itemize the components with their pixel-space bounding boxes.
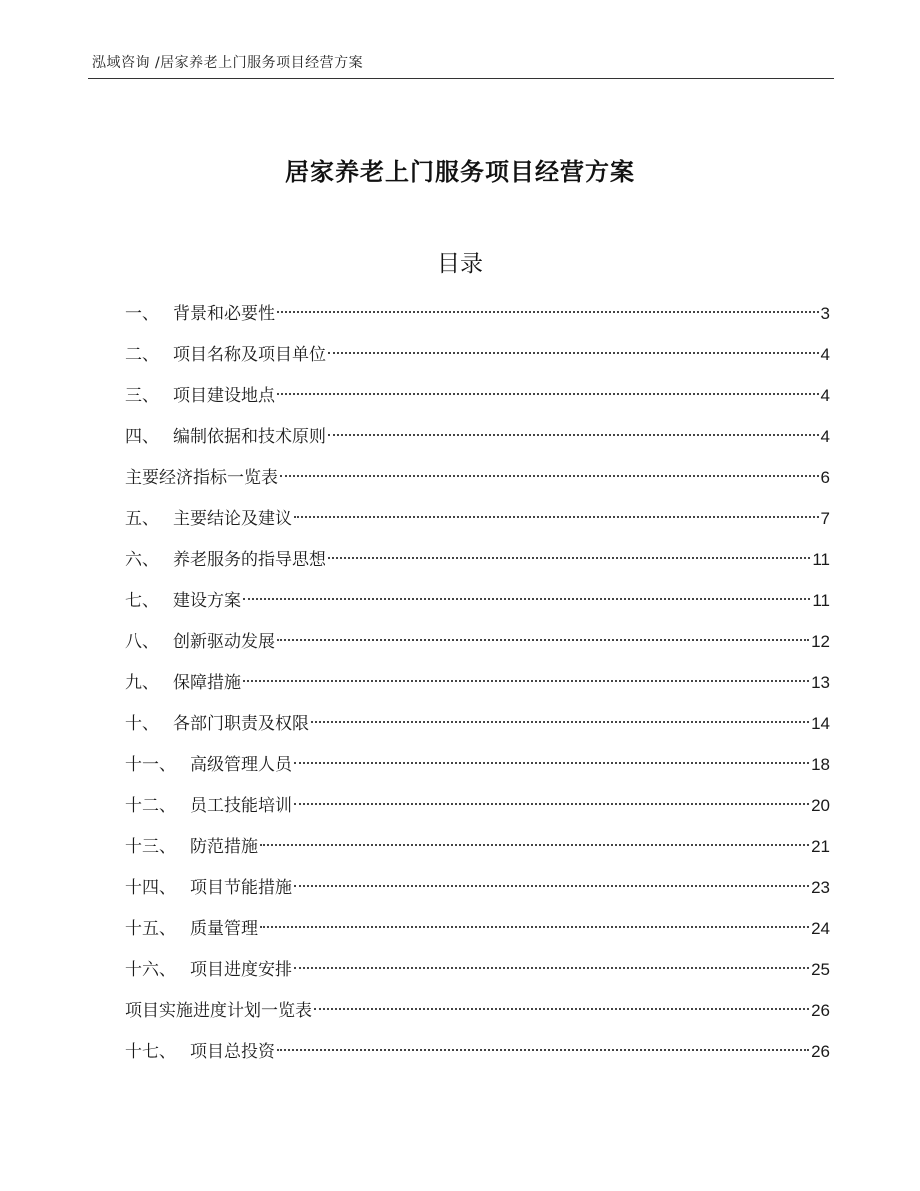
toc-entry-title — [125, 909, 258, 950]
dot-leader — [328, 557, 810, 559]
toc-page-number: 23 — [811, 878, 830, 897]
toc-entry-number: 十五、 — [125, 919, 176, 939]
toc-page-number: 26 — [811, 1042, 830, 1061]
toc-entry[interactable] — [125, 703, 830, 744]
dot-leader — [243, 598, 810, 600]
toc-entry-title — [125, 950, 292, 991]
toc-entry-number: 一、 — [125, 304, 159, 324]
toc-page-number: 21 — [811, 837, 830, 856]
toc-page-number: 25 — [811, 960, 830, 979]
toc-page-number: 4 — [820, 386, 830, 405]
toc-entry-label: 背景和必要性 — [173, 304, 275, 324]
dot-leader — [314, 1008, 809, 1010]
toc-entry[interactable] — [125, 416, 830, 457]
toc-entry-title — [125, 827, 258, 868]
table-of-contents — [125, 293, 830, 1072]
toc-page-number: 18 — [811, 755, 830, 774]
toc-entry-number: 五、 — [125, 509, 159, 529]
dot-leader — [277, 639, 809, 641]
toc-page-number: 4 — [820, 345, 830, 364]
toc-page-number: 3 — [820, 304, 830, 323]
toc-entry-title — [125, 1032, 275, 1073]
toc-entry[interactable] — [125, 621, 830, 662]
toc-entry-label: 防范措施 — [190, 837, 258, 857]
toc-entry-label: 创新驱动发展 — [173, 632, 275, 652]
dot-leader — [311, 721, 809, 723]
toc-entry-number: 四、 — [125, 427, 159, 447]
toc-entry-title — [125, 663, 241, 704]
toc-entry-label: 高级管理人员 — [190, 755, 292, 775]
toc-entry-label: 编制依据和技术原则 — [173, 427, 326, 447]
toc-entry[interactable] — [125, 785, 830, 826]
toc-entry-label: 保障措施 — [173, 673, 241, 693]
toc-entry[interactable] — [125, 293, 830, 334]
toc-entry-label: 各部门职责及权限 — [173, 714, 309, 734]
toc-entry-title — [125, 581, 241, 622]
document-title: 居家养老上门服务项目经营方案 — [285, 158, 635, 186]
dot-leader — [277, 311, 819, 313]
dot-leader — [294, 516, 819, 518]
toc-page-number: 12 — [811, 632, 830, 651]
toc-entry-label: 养老服务的指导思想 — [173, 550, 326, 570]
toc-page-number: 11 — [812, 550, 830, 569]
dot-leader — [277, 1049, 809, 1051]
toc-entry-label: 质量管理 — [190, 919, 258, 939]
toc-entry-number: 十四、 — [125, 878, 176, 898]
toc-heading: 目录 — [437, 251, 483, 277]
toc-entry[interactable] — [125, 949, 830, 990]
toc-entry-label: 项目建设地点 — [173, 386, 275, 406]
dot-leader — [277, 393, 819, 395]
toc-entry[interactable] — [125, 498, 830, 539]
toc-entry-title — [125, 376, 275, 417]
toc-entry-label: 项目总投资 — [190, 1042, 275, 1062]
toc-entry-label: 主要结论及建议 — [173, 509, 292, 529]
toc-entry-title — [125, 704, 309, 745]
toc-entry-title — [125, 868, 292, 909]
toc-entry-number: 十七、 — [125, 1042, 176, 1062]
toc-entry[interactable] — [125, 908, 830, 949]
toc-entry-title — [125, 540, 326, 581]
dot-leader — [260, 926, 809, 928]
toc-entry[interactable] — [125, 457, 830, 498]
toc-entry-label: 员工技能培训 — [190, 796, 292, 816]
toc-page-number: 26 — [811, 1001, 830, 1020]
toc-entry[interactable] — [125, 744, 830, 785]
dot-leader — [328, 434, 819, 436]
toc-entry-number: 三、 — [125, 386, 159, 406]
dot-leader — [294, 762, 809, 764]
toc-entry-title — [125, 991, 312, 1032]
toc-page-number: 6 — [820, 468, 830, 487]
toc-entry-title — [125, 417, 326, 458]
toc-entry-number: 十、 — [125, 714, 159, 734]
toc-entry[interactable] — [125, 539, 830, 580]
toc-entry-number: 六、 — [125, 550, 159, 570]
dot-leader — [260, 844, 809, 846]
dot-leader — [294, 803, 809, 805]
toc-entry-label: 项目名称及项目单位 — [173, 345, 326, 365]
dot-leader — [294, 885, 809, 887]
toc-entry[interactable] — [125, 1031, 830, 1072]
toc-entry-number: 九、 — [125, 673, 159, 693]
toc-entry[interactable] — [125, 867, 830, 908]
toc-entry-label: 建设方案 — [173, 591, 241, 611]
toc-entry[interactable] — [125, 375, 830, 416]
toc-entry[interactable] — [125, 334, 830, 375]
dot-leader — [328, 352, 819, 354]
dot-leader — [243, 680, 809, 682]
running-header: 泓域咨询 /居家养老上门服务项目经营方案 — [92, 55, 364, 71]
toc-entry-title — [125, 622, 275, 663]
toc-entry-number: 八、 — [125, 632, 159, 652]
toc-entry[interactable] — [125, 990, 830, 1031]
toc-entry-title — [125, 499, 292, 540]
toc-page-number: 7 — [820, 509, 830, 528]
toc-entry-label: 项目实施进度计划一览表 — [125, 1001, 312, 1021]
toc-page-number: 13 — [811, 673, 830, 692]
toc-entry[interactable] — [125, 580, 830, 621]
toc-entry-title — [125, 335, 326, 376]
dot-leader — [280, 475, 819, 477]
toc-page-number: 20 — [811, 796, 830, 815]
toc-entry-number: 十一、 — [125, 755, 176, 775]
toc-entry[interactable] — [125, 826, 830, 867]
toc-entry-title — [125, 458, 278, 499]
toc-page-number: 24 — [811, 919, 830, 938]
toc-entry-title — [125, 745, 292, 786]
dot-leader — [294, 967, 809, 969]
toc-entry-number: 七、 — [125, 591, 159, 611]
toc-page-number: 4 — [820, 427, 830, 446]
toc-page-number: 11 — [812, 591, 830, 610]
toc-entry-label: 项目节能措施 — [190, 878, 292, 898]
toc-entry-label: 项目进度安排 — [190, 960, 292, 980]
toc-page-number: 14 — [811, 714, 830, 733]
header-divider — [88, 78, 834, 79]
toc-entry-label: 主要经济指标一览表 — [125, 468, 278, 488]
toc-entry-title — [125, 294, 275, 335]
toc-entry-title — [125, 786, 292, 827]
toc-entry-number: 十三、 — [125, 837, 176, 857]
toc-entry-number: 二、 — [125, 345, 159, 365]
toc-entry-number: 十二、 — [125, 796, 176, 816]
toc-entry-number: 十六、 — [125, 960, 176, 980]
toc-entry[interactable] — [125, 662, 830, 703]
